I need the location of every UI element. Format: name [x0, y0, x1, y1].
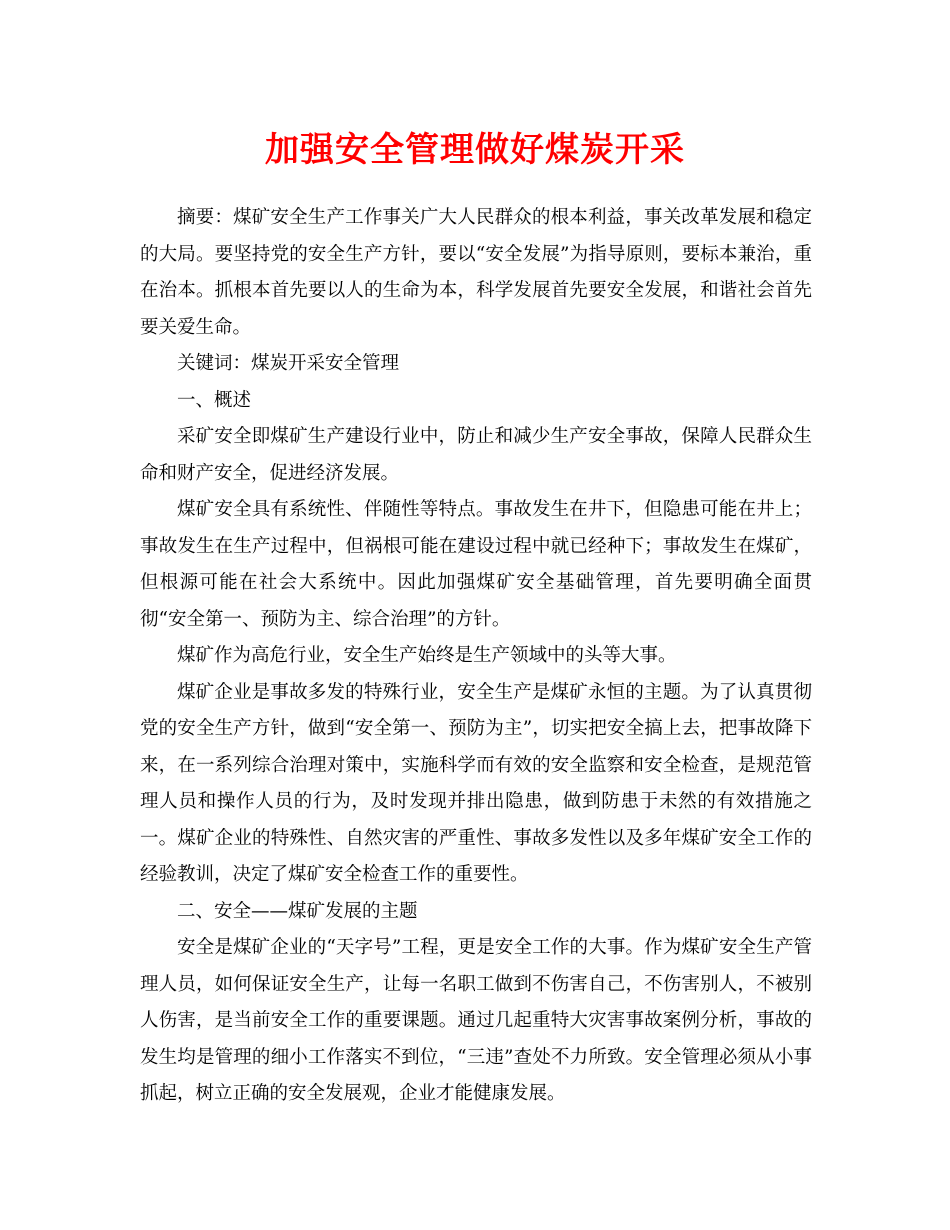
body-paragraph: 煤矿作为高危行业，安全生产始终是生产领域中的头等大事。	[177, 645, 677, 666]
abstract-paragraph: 摘要：煤矿安全生产工作事关广大人民群众的根本利益，事关改革发展和稳定的大局。要坚持党的安全生产方针，要以“安全发展”为指导原则，要标本兼治，重在治本。抓根本首先要以人的生命为本，科学发展首先要安全发展，和谐社会首先要关爱生命。	[140, 207, 812, 338]
body-paragraph: 安全是煤矿企业的“天字号”工程，更是安全工作的大事。作为煤矿安全生产管理人员，如何保证安全生产，让每一名职工做到不伤害自己，不伤害别人，不被别人伤害，是当前安全工作的重要课题。通过几起重特大灾害事故案例分析，事故的发生均是管理的细小工作落实不到位，“三违”查处不力所致。安全管理必须从小事抓起，树立正确的安全发展观，企业才能健康发展。	[140, 937, 812, 1104]
body-paragraph: 采矿安全即煤矿生产建设行业中，防止和减少生产安全事故，保障人民群众生命和财产安全，促进经济发展。	[140, 426, 812, 484]
document-body	[140, 200, 812, 1113]
body-paragraph: 煤矿安全具有系统性、伴随性等特点。事故发生在井下，但隐患可能在井上；事故发生在生产过程中，但祸根可能在建设过程中就已经种下；事故发生在煤矿，但根源可能在社会大系统中。因此加强煤矿安全基础管理，首先要明确全面贯彻“安全第一、预防为主、综合治理”的方针。	[140, 499, 812, 630]
section-heading-overview: 一、概述	[177, 389, 252, 411]
body-paragraph: 煤矿企业是事故多发的特殊行业，安全生产是煤矿永恒的主题。为了认真贯彻党的安全生产方针，做到“安全第一、预防为主”，切实把安全搞上去，把事故降下来，在一系列综合治理对策中，实施科学而有效的安全监察和安全检查，是规范管理人员和操作人员的行为，及时发现并排出隐患，做到防患于未然的有效措施之一。煤矿企业的特殊性、自然灾害的严重性、事故多发性以及多年煤矿安全工作的经验教训，决定了煤矿安全检查工作的重要性。	[140, 681, 812, 885]
document-title: 加强安全管理做好煤炭开采	[265, 130, 685, 170]
keywords-paragraph: 关键词：煤炭开采安全管理	[177, 353, 400, 374]
section-heading-safety: 二、安全——煤矿发展的主题	[177, 900, 418, 922]
